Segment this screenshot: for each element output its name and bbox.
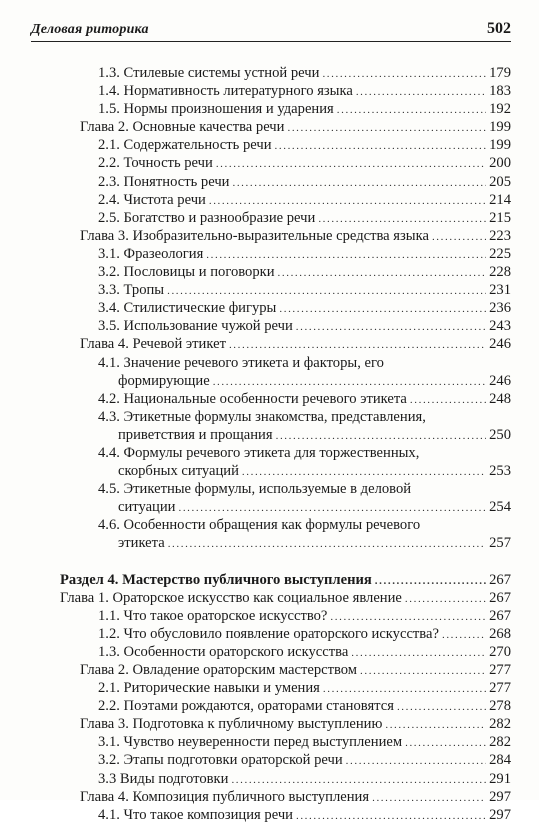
toc-entry-title: 2.2. Точность речи — [98, 155, 213, 172]
toc-entry — [0, 173, 539, 191]
toc-entry-title-cont: приветствия и прощания — [118, 426, 273, 443]
toc-entry-page: 278 — [489, 698, 511, 715]
dot-leader — [356, 83, 486, 101]
toc-entry-page: 284 — [489, 752, 511, 769]
toc-entry-title-cont: этикета — [118, 535, 165, 552]
table-of-contents — [0, 64, 539, 824]
toc-entry-page: 215 — [489, 209, 511, 226]
toc-entry-title: 2.3. Понятность речи — [98, 173, 230, 190]
toc-entry-page: 297 — [489, 806, 511, 823]
toc-entry — [0, 299, 539, 317]
toc-entry-title-cont: ситуации — [118, 499, 176, 516]
toc-entry — [0, 697, 539, 715]
toc-entry — [0, 607, 539, 625]
toc-entry — [0, 245, 539, 263]
toc-chapter-entry — [0, 715, 539, 733]
toc-entry-title: 4.2. Национальные особенности речевого этикета — [98, 390, 407, 407]
toc-entry-page: 199 — [489, 119, 511, 136]
toc-entry-title: 3.3 Виды подготовки — [98, 770, 229, 787]
toc-entry-title: 4.1. Что такое композиция речи — [98, 806, 293, 823]
toc-entry — [0, 281, 539, 299]
toc-entry-page: 228 — [489, 264, 511, 281]
toc-entry-title: 2.4. Чистота речи — [98, 191, 206, 208]
toc-entry-title: 1.5. Нормы произношения и ударения — [98, 101, 334, 118]
toc-entry — [0, 317, 539, 335]
toc-entry-title: 1.3. Стилевые системы устной речи — [98, 65, 320, 81]
toc-entry-page: 267 — [489, 571, 511, 588]
toc-entry-title-cont: формирующие — [118, 372, 210, 389]
toc-entry-title: 4.5. Этикетные формулы, используемые в деловой — [98, 481, 412, 498]
toc-entry-title: Глава 4. Речевой этикет — [80, 336, 226, 353]
toc-entry-title: Глава 1. Ораторское искусство как социальное явление — [60, 589, 402, 606]
dot-leader — [178, 499, 486, 517]
toc-entry-title: Глава 2. Основные качества речи — [80, 119, 285, 136]
toc-entry — [0, 390, 539, 408]
toc-entry-title: 3.1. Чувство неуверенности перед выступлением — [98, 734, 403, 751]
toc-entry-page: 267 — [489, 589, 511, 606]
toc-entry-title: 3.1. Фразеология — [98, 245, 204, 262]
toc-entry-page: 231 — [489, 282, 511, 299]
toc-entry-page: 267 — [489, 607, 511, 624]
toc-entry-title: 3.5. Использование чужой речи — [98, 318, 293, 335]
toc-entry-title: 2.1. Риторические навыки и умения — [98, 680, 320, 697]
page-number: 502 — [487, 20, 511, 37]
dot-leader — [360, 662, 486, 680]
dot-leader — [231, 771, 486, 789]
toc-entry-page: 282 — [489, 716, 511, 733]
dot-leader — [318, 210, 486, 228]
toc-entry-page: 246 — [489, 336, 511, 353]
toc-entry — [0, 751, 539, 769]
toc-entry-title: 4.4. Формулы речевого этикета для торжественных, — [98, 444, 420, 461]
toc-entry — [0, 209, 539, 227]
toc-entry-page: 199 — [489, 137, 511, 154]
toc-chapter-entry — [0, 335, 539, 353]
toc-entry-title: 1.1. Что такое ораторское искусство? — [98, 607, 328, 624]
toc-entry-page: 243 — [489, 318, 511, 335]
dot-leader — [296, 318, 486, 336]
toc-entry-title: Глава 3. Изобразительно-выразительные средства языка — [80, 227, 429, 244]
toc-entry-title-cont: скорбных ситуаций — [118, 463, 239, 480]
toc-entry-title: 3.2. Этапы подготовки ораторской речи — [98, 752, 343, 769]
toc-entry-title: 4.6. Особенности обращения как формулы речевого — [98, 517, 421, 534]
dot-leader — [216, 155, 486, 173]
toc-entry-page: 268 — [489, 625, 511, 642]
toc-entry-page: 248 — [489, 390, 511, 407]
toc-entry-page: 270 — [489, 643, 511, 660]
toc-entry — [0, 733, 539, 751]
toc-entry-page: 236 — [489, 300, 511, 317]
toc-entry — [0, 100, 539, 118]
toc-chapter-entry — [0, 788, 539, 806]
dot-leader — [296, 807, 486, 825]
toc-chapter-entry — [0, 661, 539, 679]
toc-entry-page: 183 — [489, 83, 511, 100]
toc-entry-page: 254 — [489, 499, 511, 516]
toc-entry-page: 250 — [489, 426, 511, 443]
toc-chapter-entry — [0, 589, 539, 607]
dot-leader — [410, 391, 486, 409]
toc-entry-title: Глава 4. Композиция публичного выступления — [80, 788, 370, 805]
toc-multiline-entry — [0, 408, 539, 444]
dot-leader — [405, 734, 486, 752]
toc-multiline-entry — [0, 516, 539, 552]
dot-leader — [442, 626, 486, 644]
dot-leader — [213, 373, 486, 391]
toc-entry-page: 192 — [489, 101, 511, 118]
dot-leader — [209, 192, 486, 210]
toc-entry-title: 4.1. Значение речевого этикета и факторы, его — [98, 354, 384, 371]
toc-entry-title: 2.5. Богатство и разнообразие речи — [98, 209, 316, 226]
toc-chapter-entry — [0, 118, 539, 136]
toc-chapter-entry — [0, 227, 539, 245]
dot-leader — [232, 174, 486, 192]
dot-leader — [322, 65, 486, 83]
toc-entry-title: 3.3. Тропы — [98, 282, 165, 299]
toc-entry-page: 205 — [489, 173, 511, 190]
toc-entry — [0, 625, 539, 643]
toc-entry-title: Глава 2. Овладение ораторским мастерством — [80, 662, 358, 678]
toc-entry — [0, 806, 539, 824]
toc-entry-title: 1.3. Особенности ораторского искусства — [98, 643, 349, 660]
toc-entry-title: 3.4. Стилистические фигуры — [98, 300, 277, 317]
dot-leader — [432, 228, 486, 246]
toc-entry-title: 2.2. Поэтами рождаются, ораторами становятся — [98, 698, 394, 715]
toc-entry-page: 297 — [489, 788, 511, 805]
dot-leader — [287, 119, 486, 137]
dot-leader — [229, 336, 486, 354]
dot-leader — [206, 246, 486, 264]
dot-leader — [276, 427, 486, 445]
section-gap — [0, 553, 539, 571]
toc-entry-title: 1.4. Нормативность литературного языка — [98, 83, 353, 100]
toc-entry — [0, 82, 539, 100]
toc-entry-page: 277 — [489, 662, 511, 678]
toc-entry-page: 200 — [489, 155, 511, 172]
dot-leader — [375, 572, 486, 590]
dot-leader — [168, 535, 486, 553]
toc-entry-title: 3.2. Пословицы и поговорки — [98, 264, 275, 281]
toc-entry-page: 282 — [489, 734, 511, 751]
dot-leader — [397, 698, 486, 716]
toc-multiline-entry — [0, 444, 539, 480]
toc-multiline-entry — [0, 354, 539, 390]
toc-entry-page: 291 — [489, 770, 511, 787]
dot-leader — [337, 101, 486, 119]
dot-leader — [279, 300, 486, 318]
dot-leader — [275, 137, 486, 155]
dot-leader — [242, 463, 486, 481]
toc-entry-title: 4.3. Этикетные формулы знакомства, представления, — [98, 408, 426, 425]
dot-leader — [405, 590, 486, 608]
toc-entry-page: 257 — [489, 535, 511, 552]
running-header — [31, 19, 511, 42]
dot-leader — [372, 789, 486, 807]
toc-entry-page: 179 — [489, 65, 511, 81]
toc-entry — [0, 136, 539, 154]
toc-entry — [0, 770, 539, 788]
running-title: Деловая риторика — [31, 22, 149, 37]
toc-entry-page: 223 — [489, 227, 511, 244]
toc-section-entry — [0, 571, 539, 589]
toc-entry-page: 225 — [489, 245, 511, 262]
toc-entry-page: 246 — [489, 372, 511, 389]
toc-entry-title: 1.2. Что обусловило появление ораторского искусства? — [98, 625, 439, 642]
toc-entry-page: 277 — [489, 680, 511, 697]
toc-entry — [0, 154, 539, 172]
dot-leader — [346, 752, 486, 770]
dot-leader — [330, 608, 486, 626]
toc-section-title: Раздел 4. Мастерство публичного выступления — [60, 571, 372, 588]
dot-leader — [278, 264, 486, 282]
toc-entry-title: 2.1. Содержательность речи — [98, 137, 272, 154]
toc-entry-page: 253 — [489, 463, 511, 480]
toc-entry — [0, 263, 539, 281]
dot-leader — [323, 680, 486, 698]
toc-entry-page: 214 — [489, 191, 511, 208]
toc-entry — [0, 679, 539, 697]
toc-entry — [0, 643, 539, 661]
toc-entry — [0, 191, 539, 209]
dot-leader — [167, 282, 486, 300]
toc-entry — [0, 64, 539, 82]
dot-leader — [351, 644, 486, 662]
toc-multiline-entry — [0, 480, 539, 516]
dot-leader — [385, 716, 486, 734]
toc-entry-title: Глава 3. Подготовка к публичному выступлению — [80, 716, 383, 733]
